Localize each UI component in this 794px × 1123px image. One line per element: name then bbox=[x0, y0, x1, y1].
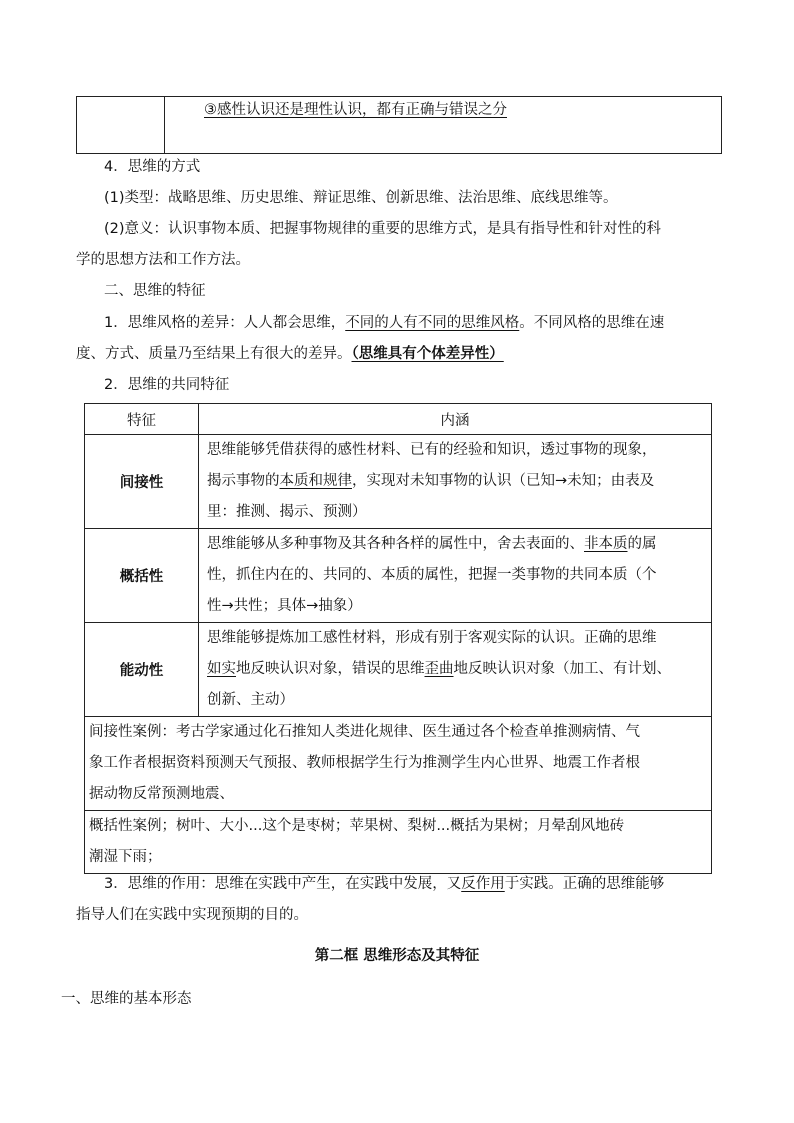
thinking-style-line2-prefix: 度、方式、质量乃至结果上有很大的差异。 bbox=[76, 346, 352, 362]
indirect-case-cell bbox=[85, 717, 712, 811]
role-line2: 指导人们在实践中实现预期的目的。 bbox=[76, 907, 308, 923]
top-table-row-text: ③感性认识还是理性认识，都有正确与错误之分 bbox=[204, 102, 507, 118]
features-heading: 二、思维的特征 bbox=[104, 283, 206, 299]
thinking-style-suffix: 。不同风格的思维在速 bbox=[519, 315, 665, 331]
indirect-case-line3: 据动物反常预测地震、 bbox=[89, 786, 234, 802]
active-line2-suffix: 地反映认识对象（加工、有计划、 bbox=[453, 661, 671, 677]
general-line1-prefix: 思维能够从多种事物及其各种各样的属性中，舍去表面的、 bbox=[207, 536, 584, 552]
thinking-mode-heading: 4．思维的方式 bbox=[104, 159, 201, 175]
general-case-line2: 潮湿下雨； bbox=[89, 849, 162, 865]
active-line2 bbox=[207, 654, 703, 685]
feature-name-indirect-label: 间接性 bbox=[119, 475, 164, 491]
feature-name-indirect bbox=[85, 435, 199, 529]
top-table-left-cell bbox=[77, 97, 165, 154]
thinking-mode-types: (1)类型：战略思维、历史思维、辩证思维、创新思维、法治思维、底线思维等。 bbox=[104, 190, 618, 206]
thinking-mode-meaning-line1: (2)意义：认识事物本质、把握事物规律的重要的思维方式，是具有指导性和针对性的科 bbox=[104, 221, 662, 237]
active-faithful: 如实 bbox=[207, 661, 236, 677]
general-case-line1: 概括性案例；树叶、大小...这个是枣树；苹果树、梨树...概括为果树；月晕刮风地砖 bbox=[89, 818, 625, 834]
general-line1 bbox=[207, 529, 703, 560]
role-line1-suffix: 于实践。正确的思维能够 bbox=[504, 876, 665, 892]
general-case-cell bbox=[85, 811, 712, 874]
top-table-right-cell bbox=[165, 97, 722, 154]
common-features-heading: 2．思维的共同特征 bbox=[104, 377, 230, 393]
general-line2: 性，抓住内在的、共同的、本质的属性，把握一类事物的共同本质（个 bbox=[207, 567, 657, 583]
indirect-line3: 里：推测、揭示、预测） bbox=[207, 504, 367, 520]
indirect-essence-law: 本质和规律 bbox=[279, 473, 352, 489]
content-header-cell bbox=[199, 404, 712, 435]
active-line3: 创新、主动） bbox=[207, 692, 294, 708]
feature-content-active bbox=[199, 623, 712, 717]
active-distort: 歪曲 bbox=[424, 661, 454, 677]
feature-name-general-label: 概括性 bbox=[119, 569, 164, 585]
active-line2-mid: 地反映认识对象，错误的思维 bbox=[236, 661, 425, 677]
thinking-style-underline: 不同的人有不同的思维风格 bbox=[345, 315, 520, 331]
feature-name-active bbox=[85, 623, 199, 717]
feature-content-indirect bbox=[199, 435, 712, 529]
thinking-mode-meaning-line2: 学的思想方法和工作方法。 bbox=[76, 252, 250, 268]
feature-name-general bbox=[85, 529, 199, 623]
top-table bbox=[76, 96, 722, 154]
indirect-case-line1: 间接性案例：考古学家通过化石推知人类进化规律、医生通过各个检查单推测病情、气 bbox=[89, 724, 640, 740]
indirect-case-line2: 象工作者根据资料预测天气预报、教师根据学生行为推测学生内心世界、地震工作者根 bbox=[89, 755, 640, 771]
basic-forms-heading: 一、思维的基本形态 bbox=[61, 991, 192, 1007]
general-line1-suffix: 的属 bbox=[627, 536, 657, 552]
thinking-style-line2 bbox=[76, 344, 722, 364]
indirect-line2 bbox=[207, 466, 703, 497]
feature-header-cell bbox=[85, 404, 199, 435]
role-line1-prefix: 3．思维的作用：思维在实践中产生，在实践中发展，又 bbox=[104, 876, 462, 892]
feature-name-active-label: 能动性 bbox=[119, 663, 164, 679]
indirect-line1: 思维能够凭借获得的感性材料、已有的经验和知识，透过事物的现象， bbox=[207, 442, 657, 458]
role-counteraction: 反作用 bbox=[461, 876, 505, 892]
indirect-line2-suffix: ，实现对未知事物的认识（已知→未知；由表及 bbox=[352, 473, 655, 489]
thinking-style-line1 bbox=[104, 313, 750, 333]
active-line1: 思维能够提炼加工感性材料，形成有别于客观实际的认识。正确的思维 bbox=[207, 630, 657, 646]
general-non-essential: 非本质 bbox=[584, 536, 628, 552]
indirect-line2-prefix: 揭示事物的 bbox=[207, 473, 280, 489]
thinking-style-prefix: 1．思维风格的差异：人人都会思维， bbox=[104, 315, 346, 331]
general-line3: 性→共性；具体→抽象） bbox=[207, 598, 362, 614]
feature-content-general bbox=[199, 529, 712, 623]
individual-difference-note: （思维具有个体差异性） bbox=[351, 346, 504, 362]
role-line1 bbox=[104, 874, 750, 894]
feature-column-header: 特征 bbox=[127, 412, 156, 429]
content-column-header: 内涵 bbox=[440, 412, 470, 429]
feature-table bbox=[84, 403, 712, 874]
lesson-title: 第二框 思维形态及其特征 bbox=[314, 948, 480, 964]
